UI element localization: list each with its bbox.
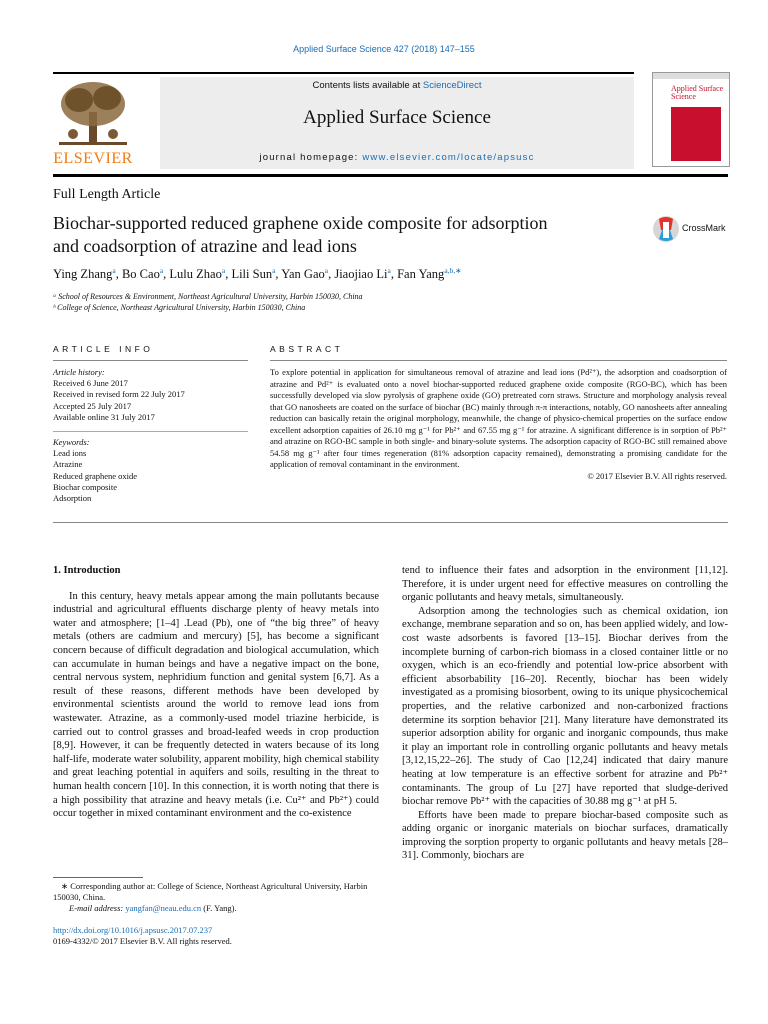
abstract-copyright: © 2017 Elsevier B.V. All rights reserved.	[587, 470, 727, 481]
cover-red-block	[671, 107, 721, 161]
header-bottom-rule	[53, 174, 728, 177]
journal-homepage	[160, 152, 634, 163]
journal-cover-image[interactable]	[652, 72, 730, 167]
author[interactable]: Jiaojiao Li$^a$	[334, 266, 391, 282]
author[interactable]: Lili Sun$^a$	[231, 266, 276, 282]
article-history	[53, 367, 248, 423]
contents-line	[160, 80, 634, 91]
crossmark-badge[interactable]	[652, 214, 742, 244]
email-suffix: (F. Yang).	[201, 903, 237, 913]
article-title	[53, 212, 633, 258]
section-heading-introduction: 1. Introduction	[53, 565, 121, 576]
keyword: Lead ions	[53, 448, 87, 459]
journal-citation[interactable]: Applied Surface Science 427 (2018) 147–155	[293, 44, 475, 54]
body-paragraph: In this century, heavy metals appear among the main pollutants because industrial and agricultural effluents discharge plenty of heavy metals into water and atmosphere; [1–4] .Lead (Pb), one of “the big three” of heavy metals (others are cadmium and mercury) [5], has become a significant concern because of difficult degradation and biological accumulation, which can accumulate in human beings and have a negative impact on the bone, central nervous system, nephridium function and genital system [6,7]. As a result of these reasons, different methods have been developed by environmental scientists around the world to remove lead ions from wastewater. Atrazine, as a commonly-used model triazine herbicide, is carried out to control grasses and broad-leafed weeds in crop production [8,9]. However, it can be frequently detected in waters because of its long half-life, moderate water solubility, apparent mobility, high chemical stability and great leaching potential in aquifers and soils, resulting in the threat to human health concern [10]. In this connection, it is worth noting that there is a high possibility that atrazine and heavy metals (i.e. Cu²⁺ and Pb²⁺) could occur together in mixed contaminant environment and the co-existence	[53, 590, 379, 820]
affiliation-a: ᵃ School of Resources & Environment, Northeast Agricultural University, Harbin 150030, China	[53, 292, 363, 301]
body-paragraph: Efforts have been made to prepare biochar-based composite such as adding organic or inorganic materials on biochar surfaces, dramatically improving the sorption property to organic pollutants and heavy metals [28–31]. Commonly, biochars are	[402, 809, 728, 862]
homepage-link[interactable]: www.elsevier.com/locate/apsusc	[362, 152, 535, 163]
abstract-rule	[270, 360, 727, 361]
contents-prefix: Contents lists available at	[312, 80, 423, 91]
crossmark-label: CrossMark	[682, 223, 726, 233]
sciencedirect-link[interactable]: ScienceDirect	[422, 80, 482, 91]
abstract-body	[270, 367, 727, 482]
author[interactable]: Yan Gao$^a$	[281, 266, 329, 282]
body-paragraph: tend to influence their fates and adsorption in the environment [11,12]. Therefore, it is under urgent need for effective measures on controlling the organic pollutants and heavy metals, simultaneously.	[402, 565, 728, 604]
header-top-rule	[53, 72, 634, 74]
keyword: Adsorption	[53, 493, 92, 504]
body-left-column	[53, 564, 379, 821]
keyword: Reduced graphene oxide	[53, 470, 138, 481]
corresponding-author-note	[53, 881, 383, 914]
elsevier-tree-logo	[53, 78, 133, 150]
affiliation-b: ᵇ College of Science, Northeast Agricultural University, Harbin 150030, China	[53, 303, 306, 312]
corresponding-author-text: ∗ Corresponding author at: College of Science, Northeast Agricultural University, Harbin 150030, China.	[53, 881, 368, 902]
article-info-heading: ARTICLE INFO	[53, 344, 154, 354]
author[interactable]: Bo Cao$^a$	[121, 266, 164, 282]
history-item: Received in revised form 22 July 2017	[53, 389, 185, 400]
keyword: Atrazine	[53, 459, 83, 470]
cover-title: Applied Surface Science	[671, 84, 724, 101]
article-info-rule	[53, 360, 248, 361]
history-item: Accepted 25 July 2017	[53, 400, 132, 411]
body-paragraph: Adsorption among the technologies such as chemical oxidation, ion exchange, membrane separation and so on, has been applied widely, and low-cost waste adsorbents is favored [13–15]. Biochar derives from the incomplete burning of carbon-rich biomass in a closed container little or no oxygen, which is an eco-friendly and potential low-price absorbent with efficient absorbability [16–20]. Recently, biochar has been widely investigated as a promising biosorbent, owing to its unique physicochemical properties, and the relative carbonized and non-carbonized fractions determine its sorption behavior [21]. Many literature have demonstrated its superior adsorption ability for organic and inorganic compounds, thus make it play an important role in controlling organic pollutants and heavy metals [3,12,15,22–26]. The study of Cao [12,24] indicated that dairy manure heating at low temperature is an effective sorbent for atrazine and Pb²⁺ contaminants. The group of Lu [27] have reported that sludge-derived biochar remove Pb²⁺ with the capacities of 30.88 mg g⁻¹ at pH 5.	[402, 605, 728, 808]
history-label: Article history:	[53, 367, 105, 377]
email-line	[53, 903, 383, 914]
abstract-paragraph: To explore potential in application for simultaneous removal of atrazine and lead ions (Pd²⁺), the adsorption and coadsorption of atrazine and Pd²⁺ is evaluated onto a novel biochar-supported reduced graphene oxide composite (RGO-BC), which has been successfully developed via slow pyrolysis of graphene oxide (GO) pretreated corn straws. Structure and morphology analysis reveal that GO nanosheets are coated on the surface of biochar (BC) mainly through π-π interactions, notably, GO nanosheets after annealing reduction can basically retain the original morphology, meanwhile, the change of physico-chemical properties on the surface endow excellent adsorption capaities of 26.10 mg g⁻¹ for Pb²⁺ and 67.55 mg g⁻¹ for atrazine. A significant difference is in sorption of Pb²⁺ and atrazine on RGO-BC sample in both single- and binary-solute systems. The adsorption capacity of RGO-BC still remained above 54.58 mg g⁻¹ after four times regeneration (81% adsorption capacity remained), demonstrating a promising candidate for the application of removal contaminant in the environment.	[270, 367, 727, 469]
keyword: Biochar composite	[53, 481, 117, 492]
abstract-heading: ABSTRACT	[270, 344, 344, 354]
crossmark-icon	[652, 214, 680, 244]
history-item: Received 6 June 2017	[53, 378, 128, 389]
keywords-label: Keywords:	[53, 437, 90, 447]
homepage-prefix: journal homepage:	[259, 152, 363, 163]
author[interactable]: Fan Yang$^{a,b,∗}$	[397, 266, 462, 282]
article-type: Full Length Article	[53, 187, 161, 202]
issn-copyright: 0169-4332/© 2017 Elsevier B.V. All rights reserved.	[53, 936, 232, 946]
title-line-2: and coadsorption of atrazine and lead ions	[53, 236, 357, 256]
author[interactable]: Lulu Zhao$^a$	[169, 266, 226, 282]
journal-name: Applied Surface Science	[303, 107, 491, 128]
abstract-bottom-rule	[53, 522, 728, 523]
footnote-rule	[53, 877, 143, 878]
email-label: E-mail address:	[69, 903, 126, 913]
email-link[interactable]: yangfan@neau.edu.cn	[125, 903, 202, 913]
author-list: Ying Zhang$^a$, Bo Cao$^a$, Lulu Zhao$^a$, Lili Sun$^a$, Yan Gao$^a$, Jiaojiao Li$^a$, Fan Yang$^{a,b,∗}$	[53, 266, 462, 282]
history-item: Available online 31 July 2017	[53, 411, 155, 422]
keywords-block	[53, 437, 248, 504]
author[interactable]: Ying Zhang$^a$	[53, 266, 116, 282]
title-line-1: Biochar-supported reduced graphene oxide composite for adsorption	[53, 213, 548, 233]
doi-block	[53, 925, 232, 947]
doi-link[interactable]: http://dx.doi.org/10.1016/j.apsusc.2017.07.237	[53, 925, 213, 935]
elsevier-wordmark: ELSEVIER	[53, 150, 133, 167]
body-right-column	[402, 564, 728, 863]
keywords-rule	[53, 431, 248, 432]
